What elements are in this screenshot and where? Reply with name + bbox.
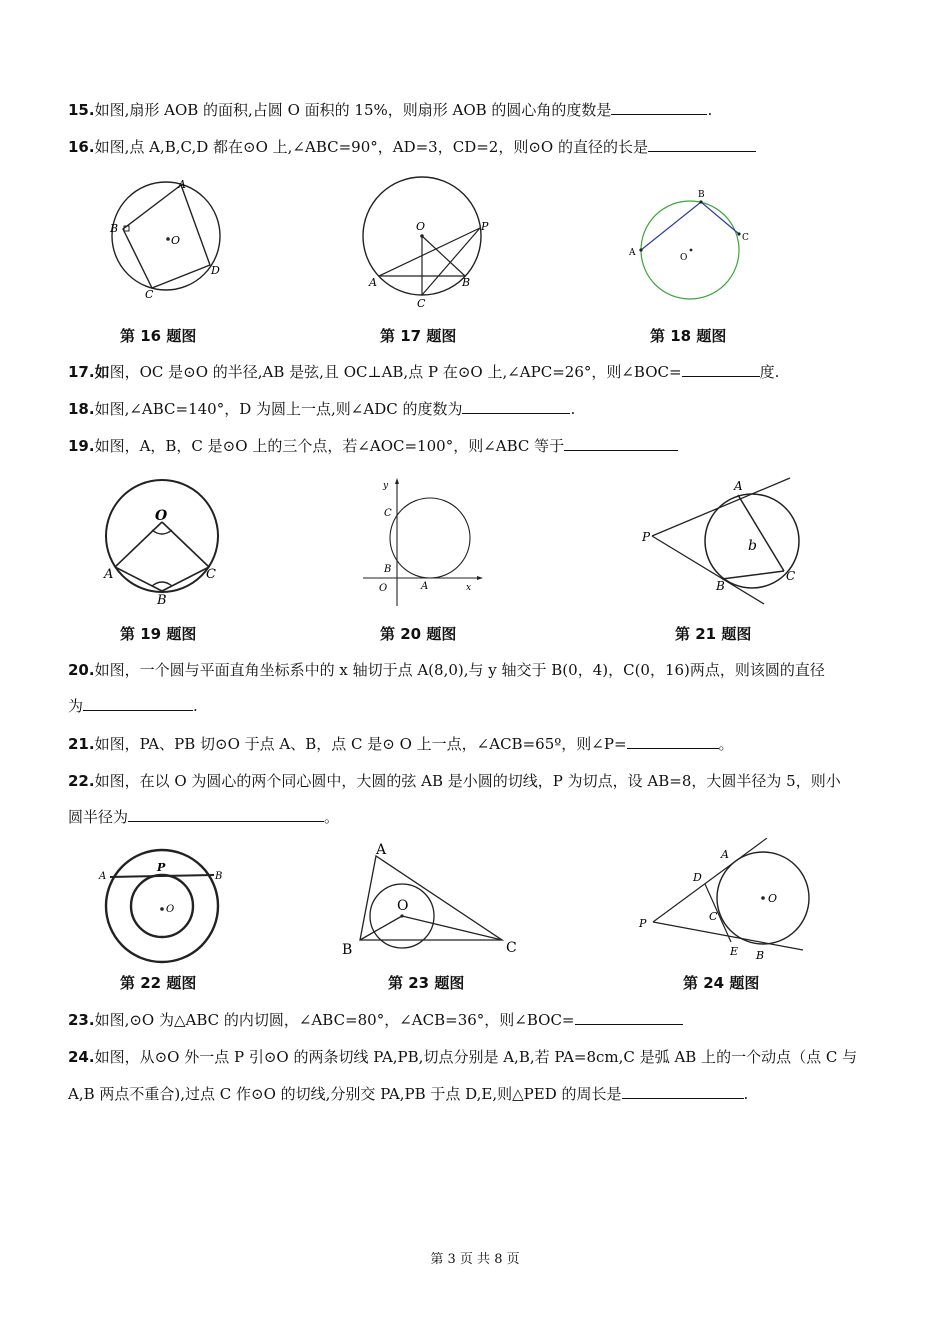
label-a: A [369,276,377,289]
question-15 [68,100,712,120]
label-c: C [206,567,216,582]
figure-17 [355,176,495,312]
label-d: D [693,871,702,884]
label-a: A [421,581,429,592]
question-number: 19. [68,437,95,455]
label-o: O [171,234,181,247]
label-o: O [397,898,409,914]
label-b: B [716,579,725,593]
label-c: C [417,297,426,310]
label-o: b [748,538,757,554]
label-a: A [99,871,107,882]
figure-23 [340,838,525,962]
label-o: O [768,892,778,905]
question-number: 21. [68,735,95,753]
caption-figure-23: 第 23 题图 [388,974,465,992]
question-number: 18. [68,400,95,418]
label-c: C [742,233,749,243]
label-y: y [383,481,389,491]
answer-blank[interactable] [648,137,756,152]
question-text: 如图，一个圆与平面直角坐标系中的 x 轴切于点 A(8,0),与 y 轴交于 B(0，4)，C(0，16)两点，则该圆的直径 [94,661,825,679]
question-number: 22. [68,772,95,790]
question-text-cont: 圆半径为 [68,808,129,826]
question-tail: 。 [718,735,734,753]
label-d: D [211,264,220,277]
answer-blank[interactable] [462,399,570,414]
label-a: A [376,842,387,858]
question-text: 如图，从⊙O 外一点 P 引⊙O 的两条切线 PA,PB,切点分别是 A,B,若 PA=8cm,C 是弧 AB 上的一个动点（点 C 与 [94,1048,858,1066]
question-22 [68,771,841,791]
question-23 [68,1010,683,1030]
caption-figure-19: 第 19 题图 [120,625,197,643]
label-p: P [639,917,647,930]
caption-figure-16: 第 16 题图 [120,327,197,345]
label-b: B [698,190,705,200]
question-number: 15. [68,101,95,119]
figure-24 [635,838,815,966]
label-b: B [342,942,353,958]
answer-blank[interactable] [611,100,707,115]
question-tail: . [193,697,198,715]
label-p: P [642,530,651,544]
label-a: A [104,567,114,582]
caption-figure-22: 第 22 题图 [120,974,197,992]
label-b: B [756,949,765,962]
label-p: P [157,861,166,874]
question-22-line-2 [68,807,339,827]
question-text: 如图,点 A,B,C,D 都在⊙O 上,∠ABC=90°，AD=3，CD=2，则⊙O 的直径的长是 [94,138,648,156]
label-c: C [786,569,796,583]
question-text: 如图,⊙O 为△ABC 的内切圆，∠ABC=80°，∠ACB=36°，则∠BOC= [94,1011,575,1029]
label-o: O [155,508,168,524]
figure-20 [355,476,487,608]
label-p: P [481,220,489,233]
question-text: 如图,扇形 AOB 的面积,占圆 O 面积的 15%，则扇形 AOB 的圆心角的度数是 [94,101,612,119]
question-24-line-2 [68,1084,748,1104]
label-a: A [629,248,636,258]
answer-blank[interactable] [128,807,324,822]
label-o: O [379,583,388,594]
answer-blank[interactable] [83,696,193,711]
answer-blank[interactable] [682,362,760,377]
label-c: C [384,508,392,519]
figure-18 [625,186,755,306]
question-text-cont: A,B 两点不重合),过点 C 作⊙O 的切线,分别交 PA,PB 于点 D,E,则△PED 的周长是 [68,1085,622,1103]
answer-blank[interactable] [564,436,678,451]
question-tail: 。 [324,808,340,826]
label-c: C [145,288,154,301]
question-17 [68,362,779,382]
figure-16 [100,172,230,302]
question-text: 如图，A，B，C 是⊙O 上的三个点，若∠AOC=100°，则∠ABC 等于 [94,437,565,455]
label-c: C [709,910,718,923]
question-number: 16. [68,138,95,156]
question-tail: . [743,1085,749,1103]
caption-figure-24: 第 24 题图 [683,974,760,992]
label-o: O [166,904,175,915]
question-number: 17. [68,363,95,381]
question-20 [68,660,825,680]
question-number: 24. [68,1048,95,1066]
label-b: B [384,564,392,575]
label-o: O [416,220,426,233]
label-b: B [110,222,119,235]
question-20-line-2 [68,696,198,716]
answer-blank[interactable] [627,734,719,749]
question-tail: . [707,101,713,119]
label-x: x [466,583,472,593]
caption-figure-17: 第 17 题图 [380,327,457,345]
caption-figure-18: 第 18 题图 [650,327,727,345]
figure-19 [100,474,230,608]
caption-figure-21: 第 21 题图 [675,625,752,643]
question-text: 图，OC 是⊙O 的半径,AB 是弦,且 OC⊥AB,点 P 在⊙O 上,∠APC=26°，则∠BOC= [109,363,682,381]
label-o: O [680,253,688,263]
figure-21 [640,476,810,606]
label-a: A [734,479,743,493]
label-c: C [506,940,517,956]
label-a: A [721,848,729,861]
question-text: 如图，PA、PB 切⊙O 于点 A、B，点 C 是⊙ O 上一点，∠ACB=65º，则∠P= [94,735,627,753]
page-footer: 第 3 页 共 8 页 [430,1252,520,1267]
question-tail: . [570,400,576,418]
question-text: 如图，在以 O 为圆心的两个同心圆中，大圆的弦 AB 是小圆的切线，P 为切点，设 AB=8，大圆半径为 5，则小 [94,772,841,790]
label-b: B [157,593,167,608]
question-lead: 如 [94,363,110,381]
question-number: 20. [68,661,95,679]
question-16 [68,137,756,157]
answer-blank[interactable] [575,1010,683,1025]
label-b: B [215,871,223,882]
label-e: E [730,945,739,958]
caption-figure-20: 第 20 题图 [380,625,457,643]
question-text-cont: 为 [68,697,84,715]
question-18 [68,399,575,419]
question-tail: 度. [759,363,780,381]
figure-22 [95,842,235,966]
question-text: 如图,∠ABC=140°，D 为圆上一点,则∠ADC 的度数为 [94,400,463,418]
question-19 [68,436,678,456]
label-a: A [178,178,186,191]
question-number: 23. [68,1011,95,1029]
question-21 [68,734,734,754]
answer-blank[interactable] [622,1084,744,1099]
question-24 [68,1047,857,1067]
label-b: B [462,276,471,289]
